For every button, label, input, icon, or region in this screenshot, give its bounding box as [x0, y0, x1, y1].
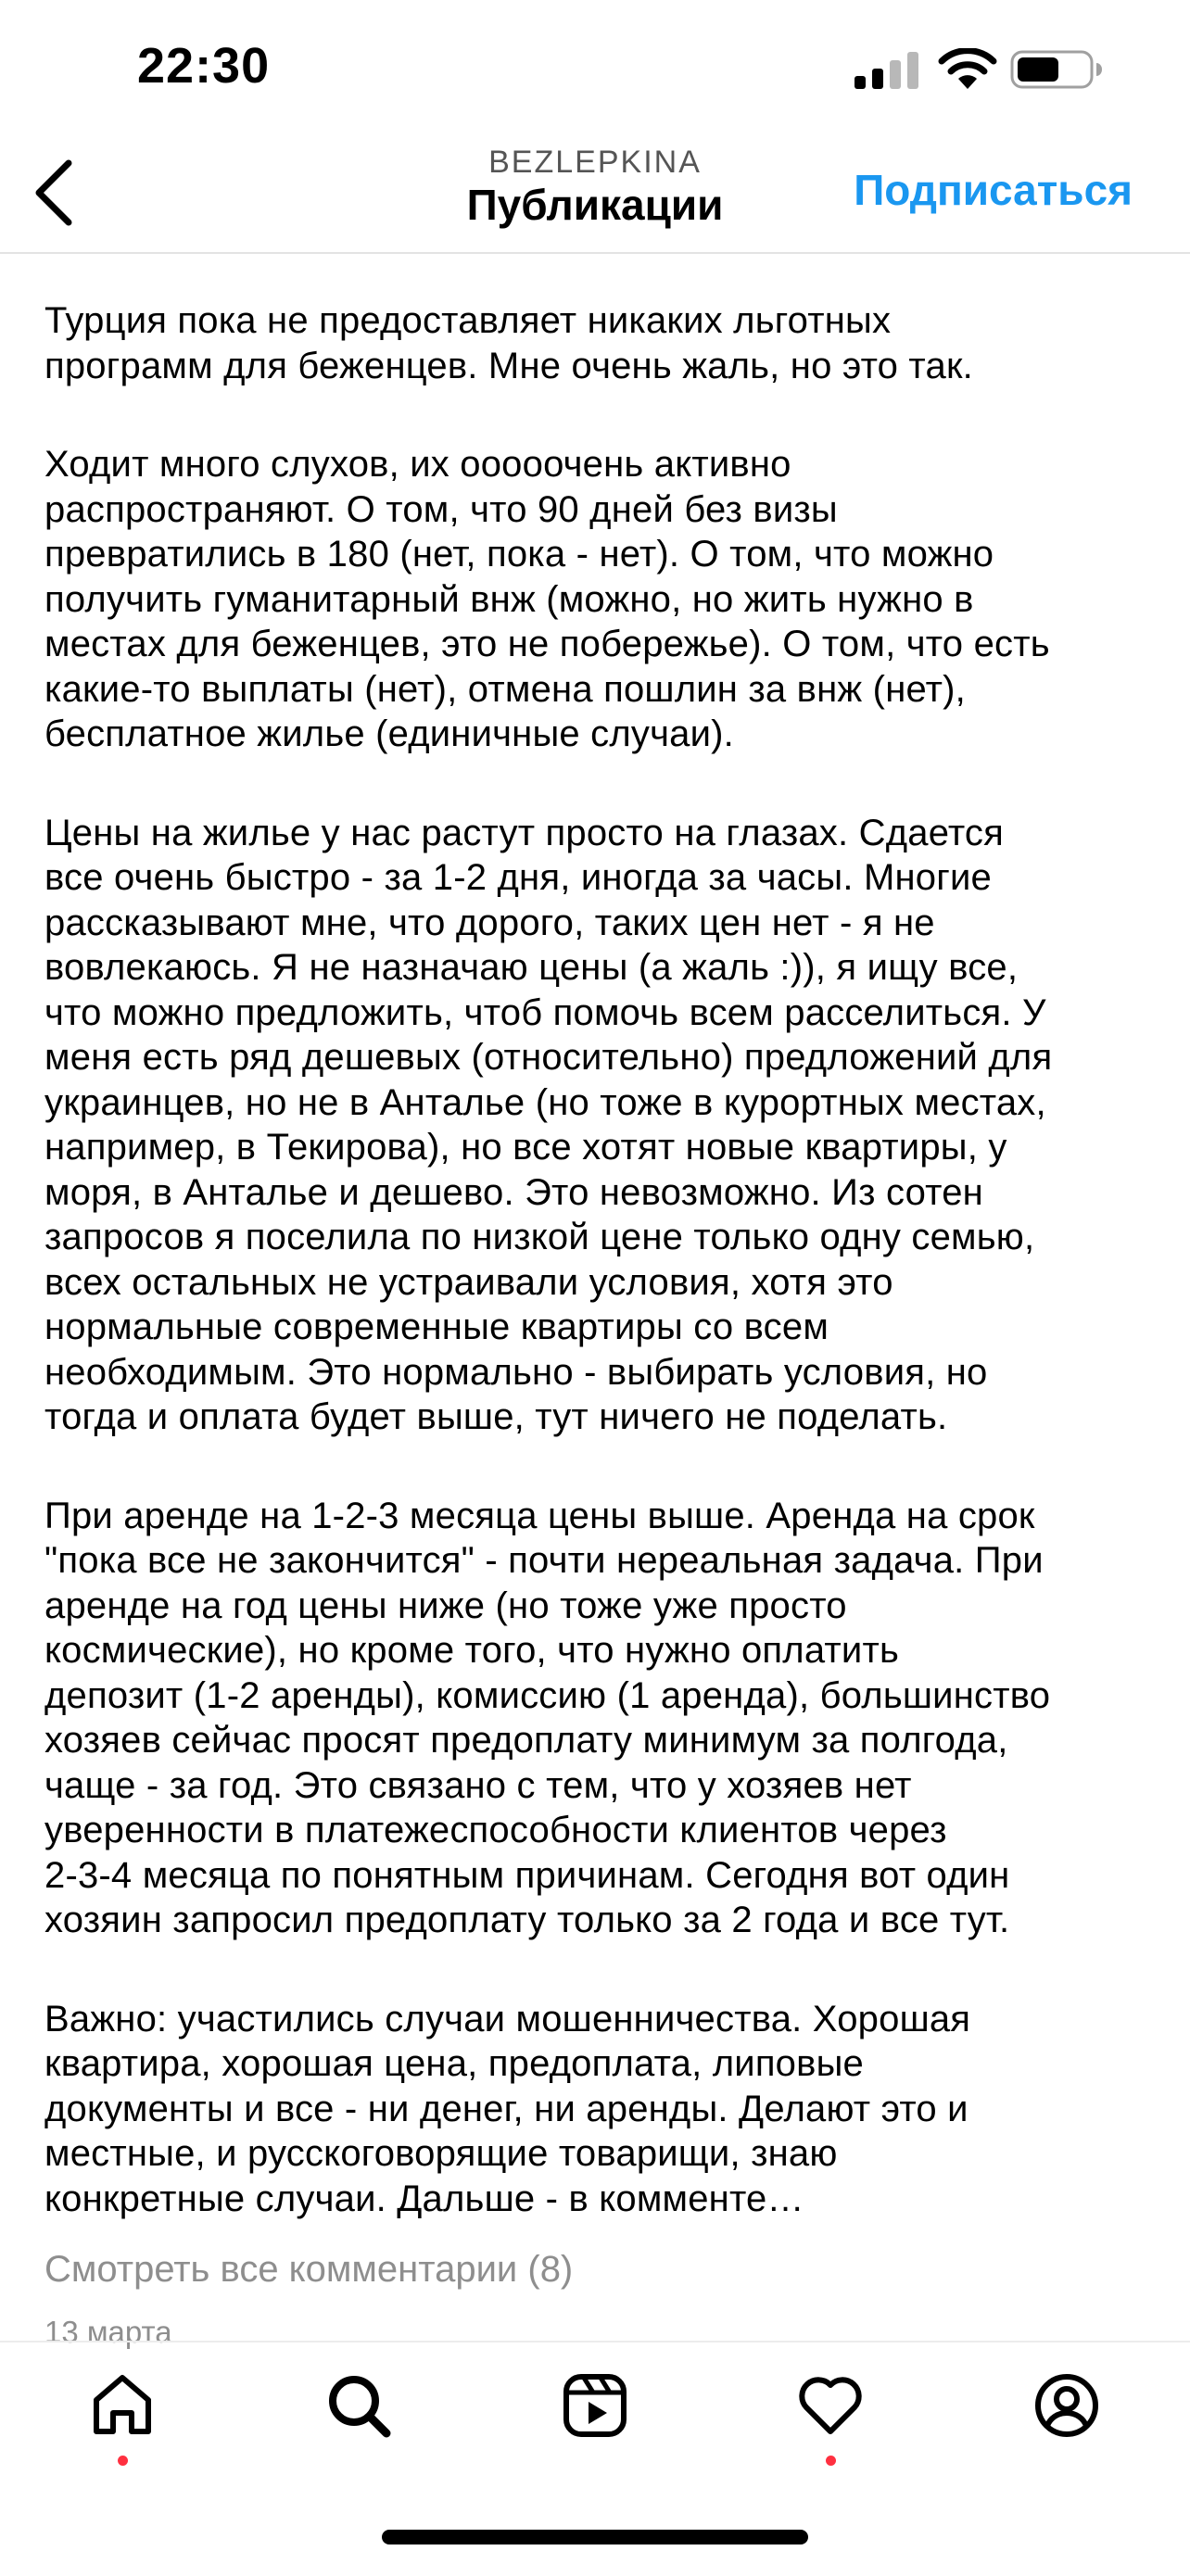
caption-paragraph: Ходит много слухов, их ооооочень активно распространяют. О том, что 90 дней без визы превратились в 180 (нет, пока - нет). О том, что можно получить гуманитарный внж (можно, но жить нужно в местах для беженцев, это не побережье). О том, что есть какие-то выплаты (нет), отмена пошлин за внж (нет), бесплатное жилье (единичные случаи). — [44, 444, 1050, 754]
page-title: Публикации — [466, 181, 724, 229]
wifi-icon — [938, 48, 997, 91]
post-date: 13 марта — [44, 2315, 172, 2349]
caption-paragraph: Турция пока не предоставляет никаких льготных программ для беженцев. Мне очень жаль, но это так. — [44, 300, 973, 386]
cellular-signal-icon — [855, 52, 919, 89]
home-indicator[interactable] — [382, 2530, 808, 2544]
tab-home[interactable] — [76, 2372, 169, 2474]
view-all-comments-link[interactable]: Смотреть все комментарии (8) — [44, 2249, 574, 2290]
notification-dot — [118, 2456, 128, 2466]
post-caption — [44, 298, 1157, 2350]
nav-bar — [0, 139, 1190, 254]
status-bar — [0, 0, 1190, 139]
reels-icon — [562, 2372, 628, 2439]
tab-search[interactable] — [312, 2372, 405, 2474]
tab-activity[interactable] — [784, 2372, 877, 2474]
search-icon — [325, 2372, 392, 2439]
caption-paragraph: Цены на жилье у нас растут просто на глазах. Сдается все очень быстро - за 1-2 дня, иногда за часы. Многие рассказывают мне, что дорого, таких цен нет - я не вовлекаюсь. Я не назначаю цены (а жаль :)), я ищу все, что можно предложить, чтоб помочь всем расселиться. У меня есть ряд дешевых (относительно) предложений для украинцев, но не в Анталье (но тоже в курортных местах, например, в Текирова), но все хотят новые квартиры, у моря, в Анталье и дешево. Это невозможно. Из сотен запросов я поселила по низкой цене только одну семью, всех остальных не устраивали условия, хотя это нормальные современные квартиры со всем необходимым. Это нормально - выбирать условия, но тогда и оплата будет выше, тут ничего не поделать. — [44, 812, 1053, 1437]
profile-icon — [1033, 2372, 1100, 2439]
tab-reels[interactable] — [549, 2372, 641, 2474]
status-time: 22:30 — [137, 38, 271, 94]
battery-icon — [1010, 48, 1103, 91]
notification-dot — [826, 2456, 836, 2466]
heart-icon — [797, 2372, 864, 2439]
follow-button[interactable]: Подписаться — [854, 166, 1133, 214]
tab-profile[interactable] — [1020, 2372, 1113, 2474]
caption-paragraph[interactable]: Важно: участились случаи мошенничества. Хорошая квартира, хорошая цена, предоплата, липовые документы и все - ни денег, ни аренды. Делают это и местные, и русскоговорящие товарищи, знаю конкретные случаи. Дальше - в комменте… — [44, 1998, 971, 2219]
caption-paragraph: При аренде на 1-2-3 месяца цены выше. Аренда на срок "пока все не закончится" - почти нереальная задача. При аренде на год цены ниже (но тоже уже просто космические), но кроме того, что нужно оплатить депозит (1-2 аренды), комиссию (1 аренда), большинство хозяев сейчас просят предоплату минимум за полгода, чаще - за год. Это связано с тем, что у хозяев нет уверенности в платежеспособности клиентов через 2-3-4 месяца по понятным причинам. Сегодня вот один хозяин запросил предоплату только за 2 года и все тут. — [44, 1495, 1051, 1940]
home-icon — [89, 2372, 156, 2439]
profile-username: BEZLEPKINA — [488, 145, 702, 180]
